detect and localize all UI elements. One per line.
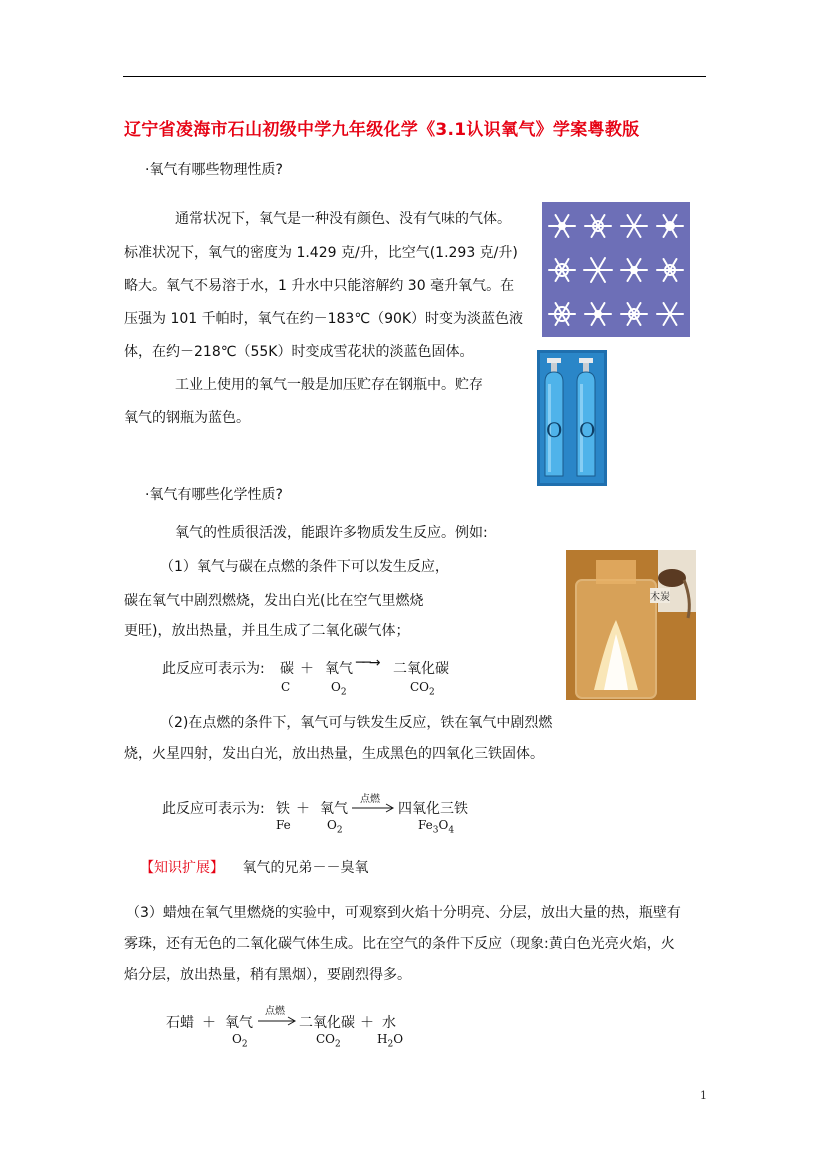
- section2-intro: 氧气的性质很活泼，能跟许多物质发生反应。例如:: [175, 525, 488, 541]
- eq3-reactant-oxygen: 氧气: [225, 1015, 253, 1031]
- eq2-formula-fe: Fe: [276, 818, 291, 832]
- eq1-plus: ＋: [300, 661, 314, 677]
- eq2-reactant-oxygen: 氧气: [320, 801, 348, 817]
- section1-line: 通常状况下，氧气是一种没有颜色、没有气味的气体。: [175, 211, 511, 227]
- eq3-formula-o2: $O_2$: [232, 1032, 248, 1050]
- carbon-line: 更旺)，放出热量，并且生成了二氧化碳气体；: [124, 623, 410, 639]
- candle-line: 焰分层，放出热量，稍有黑烟），要剧烈得多。: [124, 967, 411, 983]
- eq3-arrow-icon: [258, 1016, 298, 1026]
- extension-line: [140, 858, 368, 878]
- page-title: 辽宁省凌海市石山初级中学九年级化学《3.1认识氧气》学案粤教版: [124, 120, 640, 140]
- extension-text: 氧气的兄弟－－臭氧: [242, 860, 369, 876]
- iron-line: 烧，火星四射，发出白光，放出热量，生成黑色的四氧化三铁固体。: [124, 746, 544, 762]
- eq1-formula-co2: $CO_2$: [410, 680, 435, 698]
- snowflake-image: [542, 202, 690, 337]
- carbon-line: （1）氧气与碳在点燃的条件下可以发生反应，: [160, 559, 449, 575]
- eq3-reactant-wax: 石蜡: [166, 1015, 194, 1031]
- section1-line: 标准状况下，氧气的密度为 1.429 克/升，比空气(1.293 克/升): [124, 245, 518, 261]
- cylinder-label-right: O: [579, 418, 596, 442]
- section1-heading: ·氧气有哪些物理性质?: [145, 162, 283, 178]
- header-rule: [123, 76, 706, 77]
- charcoal-label: 木炭: [650, 588, 670, 603]
- eq3-product-water: 水: [382, 1015, 396, 1031]
- eq1-arrow: ──→: [356, 655, 379, 671]
- candle-line: （3）蜡烛在氧气里燃烧的实验中，可观察到火焰十分明亮、分层，放出大量的热，瓶壁有: [126, 905, 681, 921]
- extension-tag: 【知识扩展】: [140, 860, 224, 876]
- eq3-plus2: ＋: [360, 1015, 374, 1031]
- eq1-prefix: 此反应可表示为:: [162, 661, 265, 677]
- eq2-plus: ＋: [296, 801, 310, 817]
- section1-line: 略大。氧气不易溶于水，1 升水中只能溶解约 30 毫升氧气。在: [124, 278, 515, 294]
- candle-line: 雾珠，还有无色的二氧化碳气体生成。比在空气的条件下反应（现象:黄白色光亮火焰，火: [124, 936, 675, 952]
- eq3-product-co2: 二氧化碳: [299, 1015, 355, 1031]
- eq2-product: 四氧化三铁: [398, 801, 468, 817]
- section2-heading: ·氧气有哪些化学性质?: [145, 487, 283, 503]
- eq1-product: 二氧化碳: [393, 661, 449, 677]
- eq2-arrow-icon: [352, 803, 396, 813]
- section1-line: 压强为 101 千帕时，氧气在约－183℃（90K）时变为淡蓝色液: [124, 311, 524, 327]
- eq2-prefix: 此反应可表示为:: [162, 801, 265, 817]
- section1-line: 氧气的钢瓶为蓝色。: [124, 410, 250, 426]
- eq1-formula-o2: $O_2$: [331, 680, 347, 698]
- eq2-reactant-iron: 铁: [276, 801, 290, 817]
- eq1-reactant-oxygen: 氧气: [325, 661, 353, 677]
- page-number: 1: [700, 1089, 707, 1102]
- iron-line: （2)在点燃的条件下，氧气可与铁发生反应，铁在氧气中剧烈燃: [160, 715, 553, 731]
- eq1-reactant-carbon: 碳: [280, 661, 294, 677]
- section1-line: 工业上使用的氧气一般是加压贮存在钢瓶中。贮存: [175, 377, 483, 393]
- eq3-plus1: ＋: [202, 1015, 216, 1031]
- eq3-formula-h2o: $H_2O$: [377, 1032, 404, 1050]
- carbon-line: 碳在氧气中剧烈燃烧，发出白光(比在空气里燃烧: [124, 593, 424, 609]
- oxygen-cylinder-image: [537, 350, 607, 486]
- eq3-formula-co2: $CO_2$: [316, 1032, 341, 1050]
- eq2-formula-o2: $O_2$: [327, 818, 343, 836]
- carbon-burning-image: [566, 550, 696, 700]
- eq2-condition: 点燃: [360, 794, 380, 805]
- eq1-formula-c: C: [281, 680, 291, 694]
- cylinder-label-left: O: [546, 418, 563, 442]
- section1-line: 体，在约－218℃（55K）时变成雪花状的淡蓝色固体。: [124, 344, 474, 360]
- eq2-formula-fe3o4: $Fe_3O_4$: [418, 818, 455, 836]
- eq3-condition: 点燃: [265, 1006, 285, 1017]
